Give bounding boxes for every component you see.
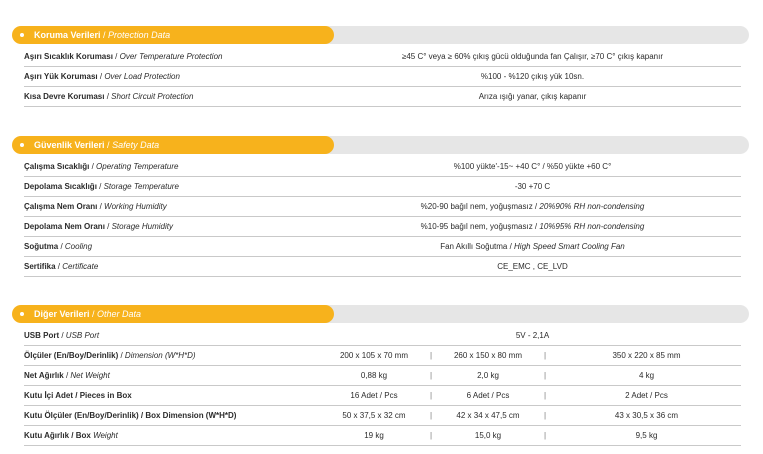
row-label: Aşırı Yük Koruması xyxy=(24,72,98,81)
other-section xyxy=(12,305,749,446)
col-separator: | xyxy=(543,411,547,420)
col-separator: | xyxy=(429,431,433,440)
row-value-en: 20%90% RH non-condensing xyxy=(539,202,645,211)
row-label: Depolama Nem Oranı xyxy=(24,222,105,231)
row-value: -30 +70 C xyxy=(514,182,551,191)
section-title-en: Protection Data xyxy=(108,30,171,40)
value-col-3: 43 x 30,5 x 36 cm xyxy=(614,411,679,420)
value-col-2: 6 Adet / Pcs xyxy=(466,391,510,400)
table-row: Net Ağırlık / Net Weight 0,88 kg | 2,0 kg | 4 kg xyxy=(24,366,741,386)
header-pill: Diğer Verileri / Other Data xyxy=(12,305,334,323)
section-title-en: Safety Data xyxy=(112,140,160,150)
row-label: Kutu Ölçüler (En/Boy/Derinlik) / Box Dimension (W*H*D) xyxy=(24,411,237,420)
row-label: Sertifika xyxy=(24,262,56,271)
row-value: Arıza ışığı yanar, çıkış kapanır xyxy=(478,92,587,101)
table-row xyxy=(24,406,741,426)
value-col-3: 2 Adet / Pcs xyxy=(625,391,668,400)
table-row: Soğutma / Cooling Fan Akıllı Soğutma / High Speed Smart Cooling Fan xyxy=(24,237,741,257)
value-col-3: 4 kg xyxy=(638,371,655,380)
row-label-en: Working Humidity xyxy=(104,202,167,211)
header-bar-bg xyxy=(312,136,749,154)
bullet-icon xyxy=(20,143,24,147)
row-value-en: High Speed Smart Cooling Fan xyxy=(514,242,625,251)
value-col-1: 0,88 kg xyxy=(360,371,388,380)
row-label: Net Ağırlık xyxy=(24,371,64,380)
value-col-3: 350 x 220 x 85 mm xyxy=(612,351,681,360)
col-separator: | xyxy=(429,351,433,360)
row-label: USB Port xyxy=(24,331,60,340)
safety-section xyxy=(12,136,749,277)
row-label-en: Net Weight xyxy=(70,371,110,380)
row-label-en: Over Load Protection xyxy=(104,72,180,81)
table-row: Sertifika / Certificate CE_EMC , CE_LVD xyxy=(24,257,741,277)
row-label-en: Certificate xyxy=(62,262,99,271)
row-value: 5V - 2,1A xyxy=(515,331,550,340)
header-bar-bg xyxy=(312,305,749,323)
header-pill: Güvenlik Verileri / Safety Data xyxy=(12,136,334,154)
col-separator: | xyxy=(543,431,547,440)
col-separator: | xyxy=(543,351,547,360)
table-row: Kısa Devre Koruması / Short Circuit Protection Arıza ışığı yanar, çıkış kapanır xyxy=(24,87,741,107)
row-label-en: USB Port xyxy=(65,331,100,340)
row-label-en: Short Circuit Protection xyxy=(111,92,194,101)
row-value: %100 yükte'-15~ +40 C° / %50 yükte +60 C° xyxy=(453,162,612,171)
value-col-3: 9,5 kg xyxy=(635,431,658,440)
section-title: Güvenlik Verileri xyxy=(34,140,105,150)
row-value: %20-90 bağıl nem, yoğuşmasız / xyxy=(420,202,540,211)
value-col-2: 15,0 kg xyxy=(474,431,502,440)
col-separator: | xyxy=(429,371,433,380)
row-label: Çalışma Sıcaklığı xyxy=(24,162,90,171)
value-col-2: 2,0 kg xyxy=(477,371,499,380)
table-row: Aşırı Sıcaklık Koruması / Over Temperature Protection ≥45 C° veya ≥ 60% çıkış gücü olduğunda fan Çalışır, ≥70 C° çıkış kapanır xyxy=(24,47,741,67)
section-title: Diğer Verileri xyxy=(34,309,90,319)
value-col-1: 19 kg xyxy=(364,431,384,440)
value-col-2: 42 x 34 x 47,5 cm xyxy=(456,411,520,420)
row-value: %10-95 bağıl nem, yoğuşmasız / xyxy=(420,222,540,231)
protection-section xyxy=(12,26,749,107)
row-label: Depolama Sıcaklığı xyxy=(24,182,97,191)
row-label-en: Storage Humidity xyxy=(111,222,173,231)
table-row xyxy=(24,426,741,446)
col-separator: | xyxy=(429,411,433,420)
section-title: Koruma Verileri xyxy=(34,30,101,40)
table-row: Depolama Sıcaklığı / Storage Temperature -30 +70 C xyxy=(24,177,741,197)
row-label-en: Storage Temperature xyxy=(103,182,179,191)
bullet-icon xyxy=(20,33,24,37)
row-label-en: Over Temperature Protection xyxy=(119,52,223,61)
other-header xyxy=(12,305,749,323)
row-label: Çalışma Nem Oranı xyxy=(24,202,98,211)
row-label: Kısa Devre Koruması xyxy=(24,92,105,101)
table-row: Depolama Nem Oranı / Storage Humidity %10-95 bağıl nem, yoğuşmasız / 10%95% RH non-condensing xyxy=(24,217,741,237)
row-label: Kutu İçi Adet / Pieces in Box xyxy=(24,391,132,400)
row-label: Ölçüler (En/Boy/Derinlik) xyxy=(24,351,119,360)
table-row: Ölçüler (En/Boy/Derinlik) / Dimension (W*H*D) 200 x 105 x 70 mm | 260 x 150 x 80 mm | 350 x 220 x 85 mm xyxy=(24,346,741,366)
safety-header xyxy=(12,136,749,154)
table-row xyxy=(24,386,741,406)
row-value-en: 10%95% RH non-condensing xyxy=(539,222,645,231)
col-separator: | xyxy=(543,371,547,380)
value-col-1: 50 x 37,5 x 32 cm xyxy=(342,411,406,420)
value-col-2: 260 x 150 x 80 mm xyxy=(453,351,523,360)
table-row: Aşırı Yük Koruması / Over Load Protection %100 - %120 çıkış yük 10sn. xyxy=(24,67,741,87)
usb-row: USB Port / USB Port 5V - 2,1A xyxy=(24,326,741,346)
section-title-en: Other Data xyxy=(97,309,142,319)
bullet-icon xyxy=(20,312,24,316)
row-label-en: Cooling xyxy=(64,242,93,251)
header-bar-bg xyxy=(312,26,749,44)
table-row: Çalışma Sıcaklığı / Operating Temperature %100 yükte'-15~ +40 C° / %50 yükte +60 C° xyxy=(24,157,741,177)
row-label: Soğutma xyxy=(24,242,59,251)
value-col-1: 16 Adet / Pcs xyxy=(350,391,398,400)
row-value: ≥45 C° veya ≥ 60% çıkış gücü olduğunda fan Çalışır, ≥70 C° çıkış kapanır xyxy=(401,52,664,61)
row-value: %100 - %120 çıkış yük 10sn. xyxy=(480,72,585,81)
value-col-1: 200 x 105 x 70 mm xyxy=(339,351,409,360)
protection-header xyxy=(12,26,749,44)
row-label-en: Operating Temperature xyxy=(96,162,179,171)
row-value: CE_EMC , CE_LVD xyxy=(497,262,568,271)
row-label-en: Dimension (W*H*D) xyxy=(124,351,196,360)
table-row: Çalışma Nem Oranı / Working Humidity %20-90 bağıl nem, yoğuşmasız / 20%90% RH non-condensing xyxy=(24,197,741,217)
row-label: Aşırı Sıcaklık Koruması xyxy=(24,52,113,61)
row-label: Kutu Ağırlık / Box xyxy=(24,431,91,440)
col-separator: | xyxy=(429,391,433,400)
col-separator: | xyxy=(543,391,547,400)
row-label-en: Weight xyxy=(93,431,118,440)
row-value: Fan Akıllı Soğutma / xyxy=(440,242,515,251)
header-pill: Koruma Verileri / Protection Data xyxy=(12,26,334,44)
